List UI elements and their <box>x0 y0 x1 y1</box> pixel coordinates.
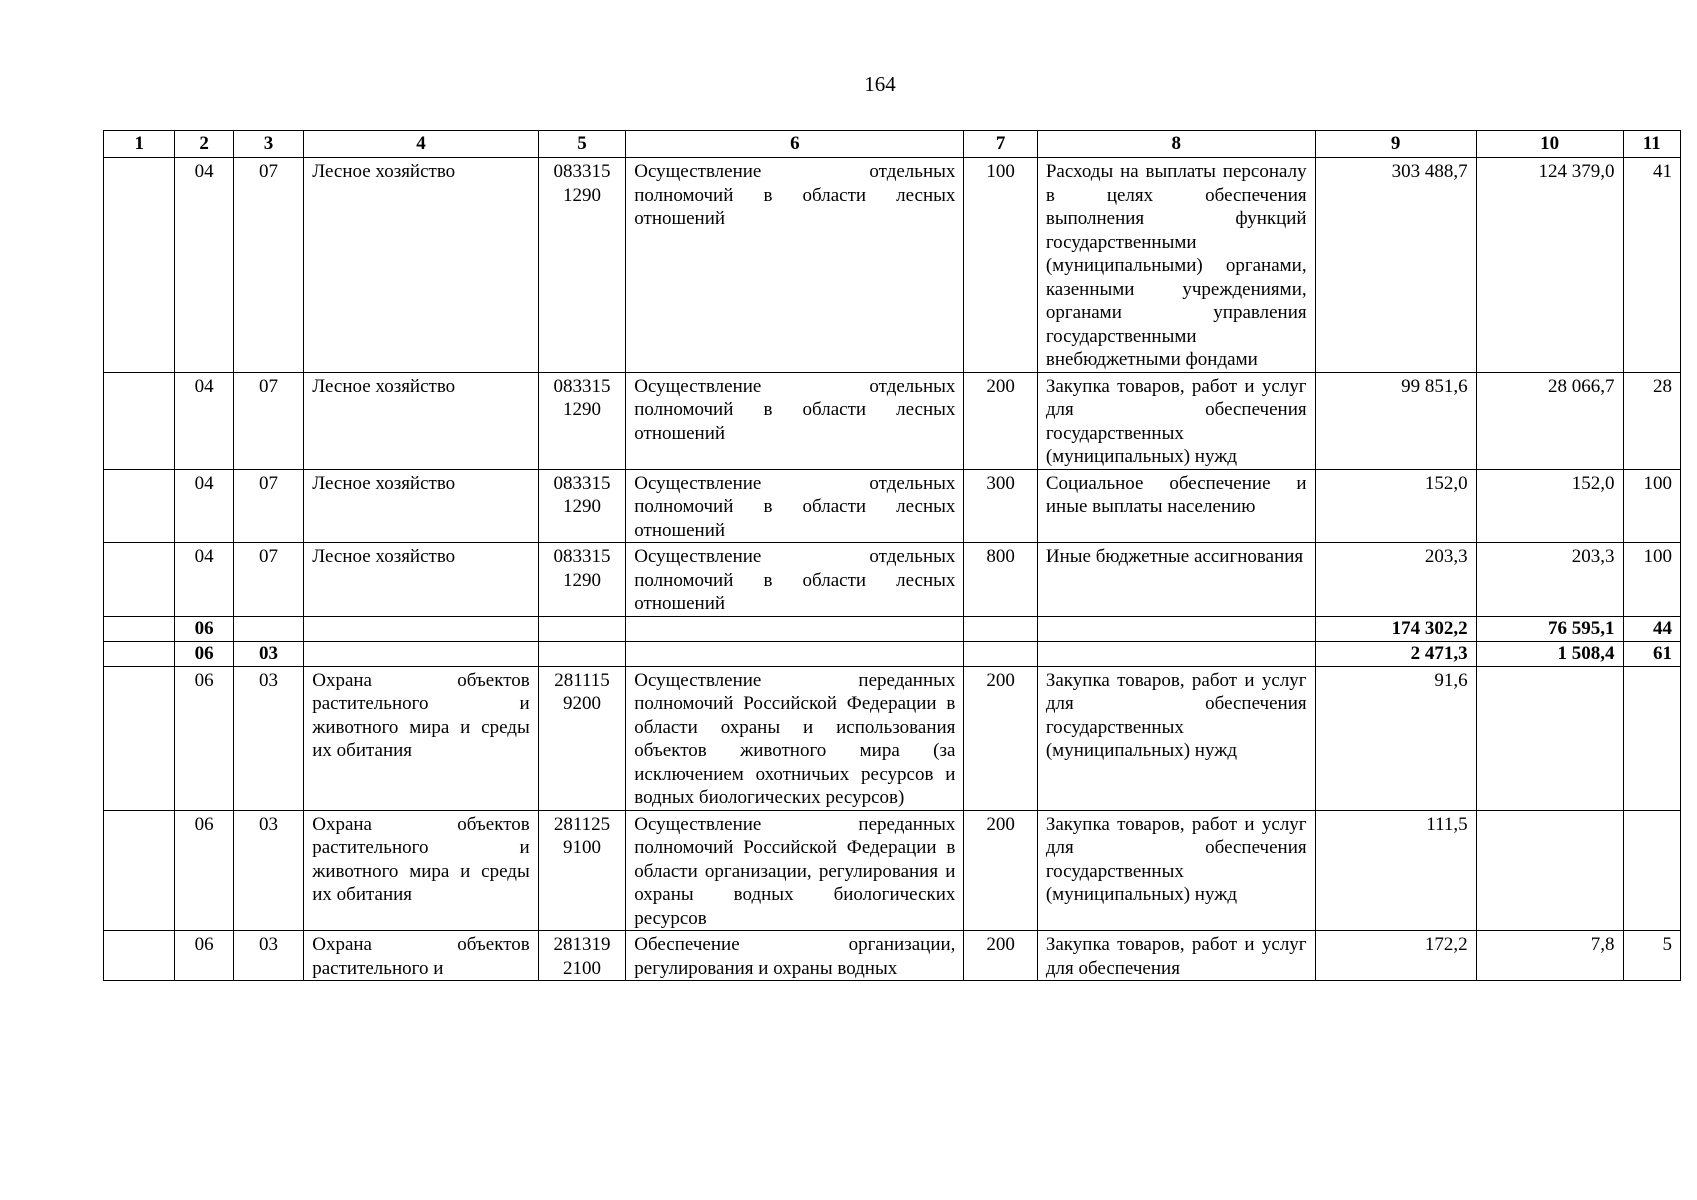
cell-actual: 7,8 <box>1476 931 1623 981</box>
cell-kind-code <box>964 616 1037 641</box>
cell-kind-name <box>1037 616 1315 641</box>
cell-blank <box>104 666 175 810</box>
cell-target <box>538 641 626 666</box>
cell-section: 04 <box>175 469 233 543</box>
header-cell: 4 <box>304 131 538 158</box>
cell-percent <box>1623 666 1680 810</box>
cell-percent: 100 <box>1623 543 1680 617</box>
header-cell: 11 <box>1623 131 1680 158</box>
cell-description: Осуществление отдельных полномочий в области лесных отношений <box>626 469 964 543</box>
cell-kind-code: 200 <box>964 931 1037 981</box>
header-cell: 6 <box>626 131 964 158</box>
cell-blank <box>104 641 175 666</box>
cell-name <box>304 641 538 666</box>
cell-plan: 303 488,7 <box>1315 158 1476 373</box>
header-cell: 10 <box>1476 131 1623 158</box>
cell-section: 04 <box>175 543 233 617</box>
cell-actual: 1 508,4 <box>1476 641 1623 666</box>
cell-actual: 28 066,7 <box>1476 372 1623 469</box>
cell-description: Осуществление отдельных полномочий в области лесных отношений <box>626 372 964 469</box>
cell-subsection: 07 <box>233 158 303 373</box>
cell-kind-name: Иные бюджетные ассигнования <box>1037 543 1315 617</box>
cell-target: 281115 9200 <box>538 666 626 810</box>
cell-subsection: 07 <box>233 469 303 543</box>
cell-percent: 28 <box>1623 372 1680 469</box>
table-row <box>104 543 1681 617</box>
cell-kind-name: Расходы на выплаты персоналу в целях обеспечения выполнения функций государственными (муниципальными) органами, казенными учреждениями, органами управления государственными внебюджетными фондами <box>1037 158 1315 373</box>
cell-plan: 172,2 <box>1315 931 1476 981</box>
header-cell: 2 <box>175 131 233 158</box>
cell-kind-name: Социальное обеспечение и иные выплаты населению <box>1037 469 1315 543</box>
cell-name <box>304 616 538 641</box>
header-cell: 5 <box>538 131 626 158</box>
cell-actual: 203,3 <box>1476 543 1623 617</box>
cell-section: 06 <box>175 810 233 931</box>
cell-blank <box>104 372 175 469</box>
cell-plan: 99 851,6 <box>1315 372 1476 469</box>
cell-target: 083315 1290 <box>538 543 626 617</box>
cell-description: Обеспечение организации, регулирования и охраны водных <box>626 931 964 981</box>
cell-actual: 124 379,0 <box>1476 158 1623 373</box>
table-row <box>104 666 1681 810</box>
cell-percent <box>1623 810 1680 931</box>
cell-subsection: 03 <box>233 666 303 810</box>
cell-section: 06 <box>175 641 233 666</box>
cell-kind-code: 200 <box>964 810 1037 931</box>
total-row <box>104 616 1681 641</box>
cell-percent: 44 <box>1623 616 1680 641</box>
cell-description <box>626 616 964 641</box>
header-cell: 9 <box>1315 131 1476 158</box>
cell-actual <box>1476 666 1623 810</box>
cell-percent: 5 <box>1623 931 1680 981</box>
table-row <box>104 158 1681 373</box>
cell-plan: 174 302,2 <box>1315 616 1476 641</box>
cell-name: Лесное хозяйство <box>304 158 538 373</box>
cell-kind-code <box>964 641 1037 666</box>
header-row <box>104 131 1681 158</box>
cell-target: 281319 2100 <box>538 931 626 981</box>
cell-name: Лесное хозяйство <box>304 469 538 543</box>
cell-name: Охрана объектов растительного и <box>304 931 538 981</box>
cell-actual: 76 595,1 <box>1476 616 1623 641</box>
cell-kind-code: 800 <box>964 543 1037 617</box>
cell-subsection: 03 <box>233 931 303 981</box>
cell-name: Охрана объектов растительного и животного мира и среды их обитания <box>304 666 538 810</box>
cell-kind-name: Закупка товаров, работ и услуг для обеспечения государственных (муниципальных) нужд <box>1037 810 1315 931</box>
cell-kind-code: 100 <box>964 158 1037 373</box>
header-cell: 1 <box>104 131 175 158</box>
cell-subsection: 03 <box>233 810 303 931</box>
cell-section: 06 <box>175 666 233 810</box>
table-row <box>104 372 1681 469</box>
cell-kind-code: 300 <box>964 469 1037 543</box>
cell-target: 083315 1290 <box>538 372 626 469</box>
cell-blank <box>104 810 175 931</box>
cell-actual <box>1476 810 1623 931</box>
cell-kind-name: Закупка товаров, работ и услуг для обеспечения <box>1037 931 1315 981</box>
cell-description: Осуществление переданных полномочий Российской Федерации в области охраны и использования объектов животного мира (за исключением охотничьих ресурсов и водных биологических ресурсов) <box>626 666 964 810</box>
table-row <box>104 810 1681 931</box>
header-cell: 7 <box>964 131 1037 158</box>
cell-description: Осуществление отдельных полномочий в области лесных отношений <box>626 158 964 373</box>
cell-blank <box>104 158 175 373</box>
cell-blank <box>104 469 175 543</box>
cell-kind-name <box>1037 641 1315 666</box>
cell-percent: 100 <box>1623 469 1680 543</box>
cell-description <box>626 641 964 666</box>
cell-kind-code: 200 <box>964 666 1037 810</box>
cell-section: 06 <box>175 931 233 981</box>
cell-plan: 203,3 <box>1315 543 1476 617</box>
cell-blank <box>104 616 175 641</box>
cell-target: 281125 9100 <box>538 810 626 931</box>
cell-actual: 152,0 <box>1476 469 1623 543</box>
cell-section: 04 <box>175 158 233 373</box>
cell-subsection: 07 <box>233 372 303 469</box>
cell-plan: 2 471,3 <box>1315 641 1476 666</box>
budget-table <box>103 130 1681 981</box>
header-cell: 8 <box>1037 131 1315 158</box>
cell-plan: 111,5 <box>1315 810 1476 931</box>
cell-name: Лесное хозяйство <box>304 372 538 469</box>
cell-name: Лесное хозяйство <box>304 543 538 617</box>
cell-subsection: 07 <box>233 543 303 617</box>
page-number: 164 <box>864 72 896 96</box>
cell-target <box>538 616 626 641</box>
total-row <box>104 641 1681 666</box>
table-row <box>104 931 1681 981</box>
cell-blank <box>104 543 175 617</box>
table-row <box>104 469 1681 543</box>
cell-section: 04 <box>175 372 233 469</box>
cell-kind-name: Закупка товаров, работ и услуг для обеспечения государственных (муниципальных) нужд <box>1037 666 1315 810</box>
cell-target: 083315 1290 <box>538 469 626 543</box>
cell-section: 06 <box>175 616 233 641</box>
cell-kind-name: Закупка товаров, работ и услуг для обеспечения государственных (муниципальных) нужд <box>1037 372 1315 469</box>
cell-percent: 41 <box>1623 158 1680 373</box>
cell-description: Осуществление отдельных полномочий в области лесных отношений <box>626 543 964 617</box>
header-cell: 3 <box>233 131 303 158</box>
cell-subsection: 03 <box>233 641 303 666</box>
cell-percent: 61 <box>1623 641 1680 666</box>
cell-target: 083315 1290 <box>538 158 626 373</box>
cell-subsection <box>233 616 303 641</box>
cell-name: Охрана объектов растительного и животного мира и среды их обитания <box>304 810 538 931</box>
cell-kind-code: 200 <box>964 372 1037 469</box>
cell-plan: 91,6 <box>1315 666 1476 810</box>
cell-plan: 152,0 <box>1315 469 1476 543</box>
cell-blank <box>104 931 175 981</box>
cell-description: Осуществление переданных полномочий Российской Федерации в области организации, регулирования и охраны водных биологических ресурсов <box>626 810 964 931</box>
